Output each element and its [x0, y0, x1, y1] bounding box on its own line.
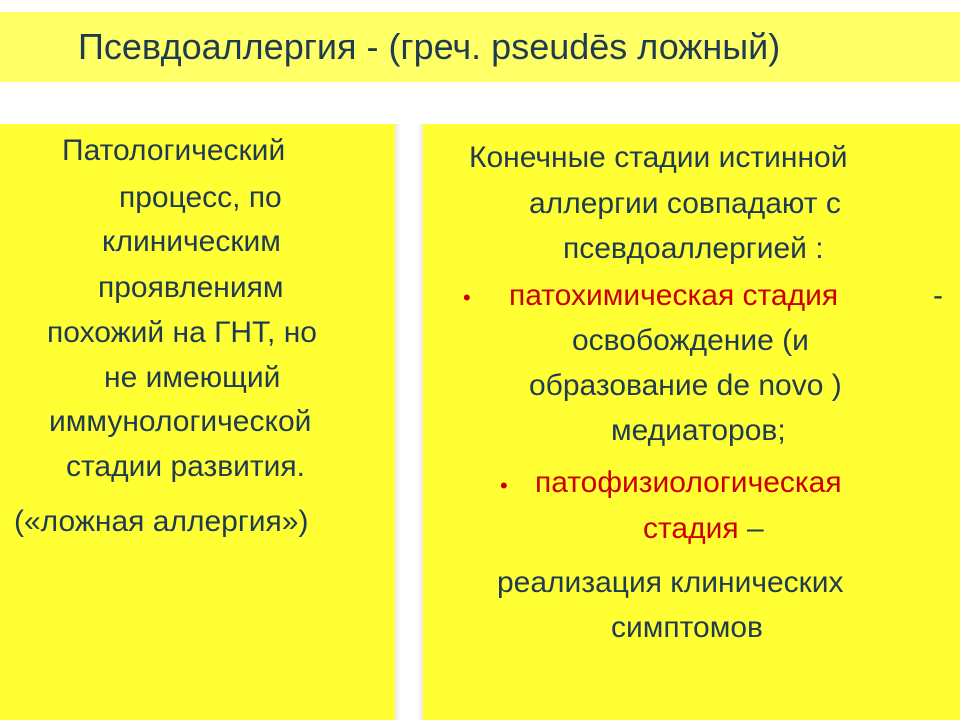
bullet-text-line	[643, 511, 764, 547]
bullet-stage-word: стадия	[643, 512, 739, 545]
left-text-line: не имеющий	[104, 361, 281, 394]
bullet-label-pathophysiological: патофизиологическая	[535, 466, 842, 499]
bullet-text-line: освобождение (и	[572, 324, 809, 357]
right-intro-line: аллергии совпадают с	[529, 187, 841, 220]
slide-title: Псевдоаллергия - (греч. pseudēs ложный)	[78, 26, 781, 67]
slide-title-bar	[0, 12, 960, 82]
left-text-line: стадии развития.	[66, 450, 306, 483]
bullet-icon: •	[463, 285, 471, 310]
left-text-line: Патологический	[62, 134, 286, 167]
right-intro-line: псевдоаллергией :	[563, 232, 824, 265]
left-panel-shadow	[395, 124, 401, 720]
bullet-text-line: образование de novo )	[529, 369, 842, 402]
bullet-label-pathochemical: патохимическая стадия	[509, 279, 839, 312]
left-text-line: иммунологической	[49, 405, 312, 438]
bullet-separator: -	[933, 279, 943, 312]
right-intro-line: Конечные стадии истинной	[469, 141, 848, 174]
bullet-dash: –	[738, 512, 764, 545]
left-text-line: («ложная аллергия»)	[14, 505, 309, 538]
bullet-icon: •	[500, 473, 508, 498]
left-text-line: клиническим	[102, 225, 281, 258]
left-text-line: процесс, по	[119, 181, 282, 214]
left-text-line: проявлениям	[98, 271, 284, 304]
bullet-text-line: симптомов	[611, 611, 763, 644]
bullet-text-line: медиаторов;	[611, 414, 786, 447]
bullet-text-line: реализация клинических	[497, 566, 844, 599]
left-text-line: похожий на ГНТ, но	[47, 316, 317, 349]
